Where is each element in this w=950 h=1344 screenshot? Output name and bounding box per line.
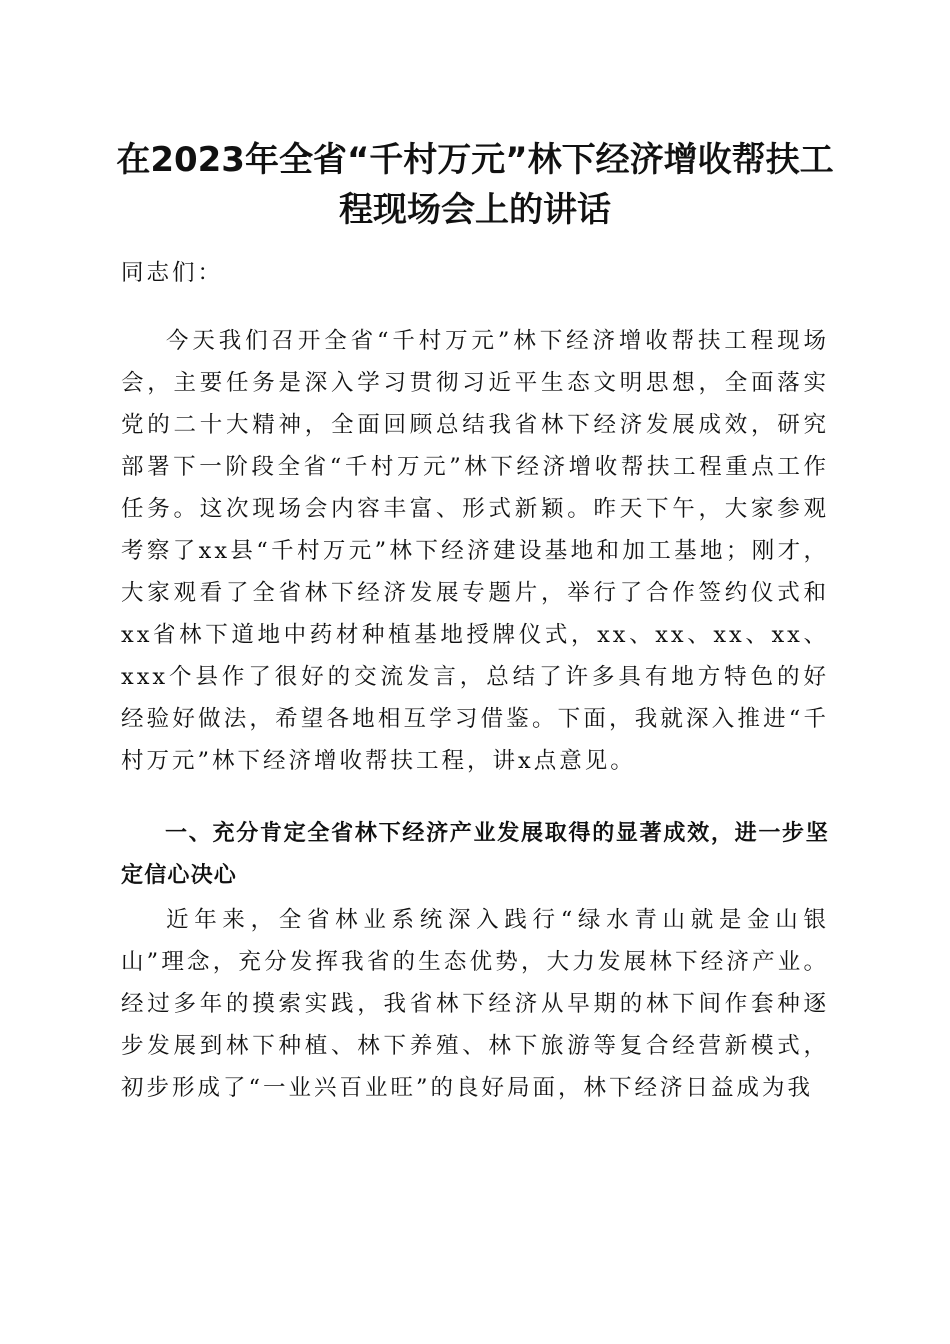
paragraph-section-one: 近年来，全省林业系统深入践行“绿水青山就是金山银山”理念，充分发挥我省的生态优势，大力发展林下经济产业。经过多年的摸索实践，我省林下经济从早期的林下间作套种逐步发展到林下种植、林下养殖、林下旅游等复合经营新模式，初步形成了“一业兴百业旺”的良好局面，林下经济日益成为我 xyxy=(121,907,829,1101)
paragraph-intro: 今天我们召开全省“千村万元”林下经济增收帮扶工程现场会，主要任务是深入学习贯彻习近平生态文明思想，全面落实党的二十大精神，全面回顾总结我省林下经济发展成效，研究部署下一阶段全省“千村万元”林下经济增收帮扶工程重点工作任务。这次现场会内容丰富、形式新颖。昨天下午，大家参观考察了xx县“千村万元”林下经济建设基地和加工基地；刚才，大家观看了全省林下经济发展专题片，举行了合作签约仪式和xx省林下道地中药材种植基地授牌仪式，xx、xx、xx、xx、xxx个县作了很好的交流发言，总结了许多具有地方特色的好经验好做法，希望各地相互学习借鉴。下面，我就深入推进“千村万元”林下经济增收帮扶工程，讲x点意见。 xyxy=(121,328,829,774)
document-title: 在2023年全省“千村万元”林下经济增收帮扶工程现场会上的讲话 xyxy=(116,140,834,230)
salutation: 同志们： xyxy=(121,260,224,286)
section-heading: 一、充分肯定全省林下经济产业发展取得的显著成效，进一步坚定信心决心 xyxy=(121,821,829,888)
